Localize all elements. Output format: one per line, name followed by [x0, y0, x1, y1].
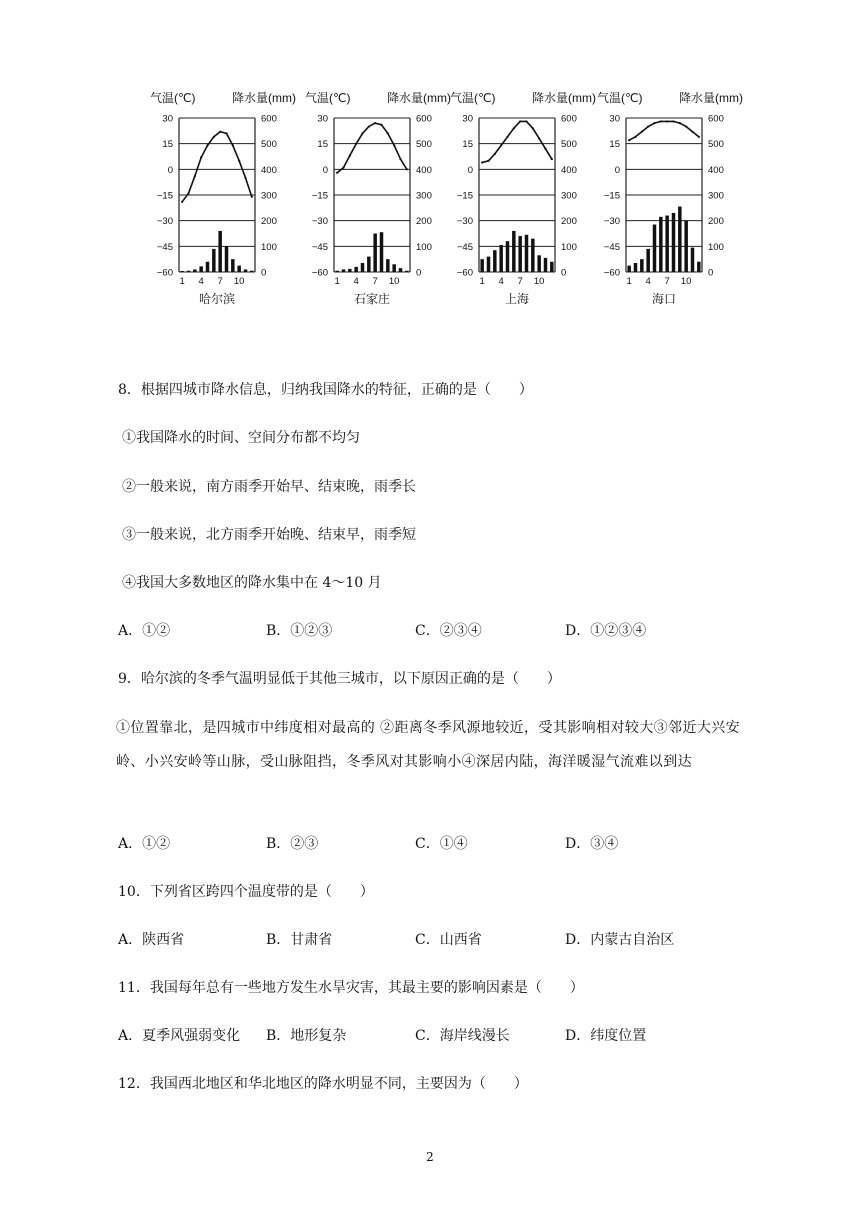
precip-tick-label: 200 — [561, 216, 577, 228]
temperature-point — [647, 125, 649, 127]
precip-bar — [206, 262, 209, 272]
precip-bar — [218, 231, 221, 272]
temperature-point — [641, 131, 643, 133]
month-tick-label: 7 — [217, 276, 223, 287]
precip-tick-label: 300 — [261, 190, 277, 202]
temp-tick-label: 15 — [462, 139, 473, 151]
temperature-point — [406, 168, 408, 170]
temp-tick-label: −45 — [456, 241, 473, 253]
precip-bar — [512, 231, 515, 272]
precip-bar — [518, 236, 521, 272]
temperature-point — [393, 144, 395, 146]
temperature-point — [387, 132, 389, 134]
temperature-point — [225, 132, 227, 134]
month-tick-label: 1 — [179, 276, 185, 287]
precip-axis-label: 降水量(mm) — [532, 91, 596, 105]
temp-tick-label: −15 — [156, 190, 173, 202]
month-tick-label: 4 — [353, 276, 359, 287]
climate-chart-shanghai — [448, 86, 598, 316]
precip-bar — [537, 255, 540, 272]
temperature-point — [500, 144, 502, 146]
temperature-point — [481, 161, 483, 163]
precip-tick-label: 600 — [261, 113, 277, 125]
temp-tick-label: −60 — [311, 267, 328, 279]
month-tick-label: 4 — [498, 276, 504, 287]
temp-axis-label: 气温(℃) — [597, 91, 643, 105]
question-8-item-2: ②一般来说，南方雨季开始早、结束晚，雨季长 — [122, 479, 416, 495]
precip-bar — [640, 259, 643, 272]
precip-bar — [544, 258, 547, 272]
precip-tick-label: 0 — [261, 267, 267, 279]
precip-bar — [231, 259, 234, 272]
precip-tick-label: 100 — [261, 241, 277, 253]
temperature-line — [182, 132, 252, 202]
question-9-option-b[interactable]: B．②③ — [266, 836, 319, 852]
precip-bar — [187, 271, 190, 272]
temp-tick-label: 0 — [167, 164, 173, 176]
temperature-point — [544, 148, 546, 150]
month-tick-label: 10 — [680, 276, 692, 287]
precip-bar — [499, 245, 502, 272]
precip-axis-label: 降水量(mm) — [679, 91, 743, 105]
question-10-option-c[interactable]: C．山西省 — [415, 932, 482, 948]
question-8-item-4: ④我国大多数地区的降水集中在 4～10 月 — [122, 575, 382, 591]
page-number: 2 — [426, 1150, 434, 1164]
precip-tick-label: 400 — [561, 164, 577, 176]
month-tick-label: 1 — [334, 276, 340, 287]
temperature-point — [232, 144, 234, 146]
precip-bar — [506, 241, 509, 272]
temperature-point — [244, 177, 246, 179]
temp-tick-label: 15 — [162, 139, 173, 151]
month-tick-label: 7 — [517, 276, 523, 287]
temperature-point — [538, 137, 540, 139]
precip-tick-label: 0 — [561, 267, 567, 279]
precip-tick-label: 400 — [261, 164, 277, 176]
temp-tick-label: 0 — [467, 164, 473, 176]
precip-bar — [525, 235, 528, 272]
climate-charts-figure — [148, 86, 748, 316]
precip-tick-label: 0 — [416, 267, 422, 279]
precip-tick-label: 500 — [416, 139, 432, 151]
temperature-point — [368, 125, 370, 127]
temperature-point — [336, 172, 338, 174]
precip-bar — [487, 257, 490, 272]
temp-axis-label: 气温(℃) — [150, 91, 196, 105]
temperature-point — [691, 131, 693, 133]
temperature-point — [660, 120, 662, 122]
precip-bar — [550, 262, 553, 272]
temperature-point — [525, 120, 527, 122]
temperature-point — [342, 167, 344, 169]
temperature-point — [251, 196, 253, 198]
precip-bar — [342, 269, 345, 272]
question-12-stem: 12．我国西北地区和华北地区的降水明显不同，主要因为（ ） — [118, 1076, 528, 1092]
month-tick-label: 10 — [388, 276, 400, 287]
precip-bar — [405, 271, 408, 272]
temperature-point — [679, 122, 681, 124]
precip-tick-label: 100 — [416, 241, 432, 253]
temp-tick-label: 15 — [609, 139, 620, 151]
precip-tick-label: 600 — [561, 113, 577, 125]
precip-bar — [665, 216, 668, 272]
temperature-point — [361, 132, 363, 134]
temperature-point — [219, 131, 221, 133]
question-10-option-d[interactable]: D．内蒙古自治区 — [565, 932, 675, 948]
precip-tick-label: 500 — [708, 139, 724, 151]
climate-chart-shijiazhuang — [303, 86, 453, 316]
question-10-option-a[interactable]: A．陕西省 — [118, 932, 185, 948]
temp-tick-label: −60 — [156, 267, 173, 279]
question-10-option-b[interactable]: B．甘肃省 — [266, 932, 333, 948]
temp-tick-label: −15 — [603, 190, 620, 202]
precip-bar — [646, 249, 649, 272]
climate-chart-haikou — [595, 86, 745, 316]
question-8-option-d[interactable]: D．①②③④ — [565, 623, 647, 639]
temperature-point — [494, 153, 496, 155]
precip-bar — [684, 221, 687, 272]
precip-tick-label: 600 — [416, 113, 432, 125]
temperature-point — [551, 158, 553, 160]
question-9-option-c[interactable]: C．①④ — [415, 836, 468, 852]
temperature-point — [349, 155, 351, 157]
question-11-option-d[interactable]: D．纬度位置 — [565, 1028, 647, 1044]
precip-bar — [180, 271, 183, 272]
temp-tick-label: 30 — [162, 113, 173, 125]
question-8-item-1: ①我国降水的时间、空间分布都不均匀 — [122, 430, 360, 446]
temp-tick-label: −30 — [156, 216, 173, 228]
temperature-point — [200, 156, 202, 158]
temp-tick-label: −60 — [456, 267, 473, 279]
precip-bar — [380, 232, 383, 272]
month-tick-label: 1 — [479, 276, 485, 287]
month-tick-label: 1 — [626, 276, 632, 287]
temperature-point — [685, 125, 687, 127]
precip-tick-label: 400 — [708, 164, 724, 176]
precip-tick-label: 200 — [416, 216, 432, 228]
precip-bar — [392, 264, 395, 272]
temperature-point — [399, 158, 401, 160]
temp-tick-label: −45 — [603, 241, 620, 253]
precip-bar — [348, 269, 351, 272]
city-name-harbin: 哈尔滨 — [198, 292, 236, 306]
temp-tick-label: −45 — [156, 241, 173, 253]
temp-tick-label: 15 — [317, 139, 328, 151]
precip-bar — [386, 259, 389, 272]
precip-bar — [373, 234, 376, 273]
precip-bar — [244, 269, 247, 272]
temperature-point — [672, 120, 674, 122]
temperature-point — [634, 136, 636, 138]
question-8-option-b[interactable]: B．①②③ — [266, 623, 333, 639]
temperature-point — [194, 175, 196, 177]
precip-bar — [335, 271, 338, 272]
temperature-line — [629, 121, 699, 140]
temp-tick-label: −15 — [311, 190, 328, 202]
temperature-point — [487, 160, 489, 162]
temperature-point — [666, 120, 668, 122]
precip-bar — [653, 225, 656, 272]
precip-tick-label: 400 — [416, 164, 432, 176]
precip-tick-label: 500 — [561, 139, 577, 151]
precip-tick-label: 600 — [708, 113, 724, 125]
question-10-stem: 10．下列省区跨四个温度带的是（ ） — [118, 884, 374, 900]
precip-bar — [237, 266, 240, 272]
question-11-stem: 11．我国每年总有一些地方发生水旱灾害，其最主要的影响因素是（ ） — [118, 980, 584, 996]
question-9-reasons: ①位置靠北，是四城市中纬度相对最高的 ②距离冬季风源地较近，受其影响相对较大③邻近大兴安岭、小兴安岭等山脉，受山脉阻挡，冬季风对其影响小④深居内陆，海洋暖湿气流难以到达 — [116, 720, 741, 770]
question-9-option-d[interactable]: D．③④ — [565, 836, 619, 852]
temp-axis-label: 气温(℃) — [450, 91, 496, 105]
precip-bar — [250, 271, 253, 272]
question-11-option-a[interactable]: A．夏季风强弱变化 — [118, 1028, 241, 1044]
month-tick-label: 7 — [372, 276, 378, 287]
precip-axis-label: 降水量(mm) — [232, 91, 296, 105]
temperature-line — [337, 123, 407, 173]
precip-bar — [691, 248, 694, 272]
temp-tick-label: 30 — [462, 113, 473, 125]
precip-bar — [399, 268, 402, 272]
temperature-point — [698, 136, 700, 138]
question-8-stem: 8．根据四城市降水信息，归纳我国降水的特征，正确的是（ ） — [118, 382, 533, 398]
precip-tick-label: 200 — [708, 216, 724, 228]
temperature-point — [519, 120, 521, 122]
month-tick-label: 4 — [198, 276, 204, 287]
precip-bar — [531, 239, 534, 272]
precip-tick-label: 300 — [416, 190, 432, 202]
temperature-point — [513, 127, 515, 129]
precip-bar — [480, 259, 483, 272]
climate-chart-harbin — [148, 86, 298, 316]
precip-tick-label: 0 — [708, 267, 714, 279]
temperature-point — [355, 143, 357, 145]
temperature-point — [238, 160, 240, 162]
temperature-point — [206, 144, 208, 146]
city-name-shanghai: 上海 — [504, 292, 530, 306]
question-8-item-3: ③一般来说，北方雨季开始晚、结束早，雨季短 — [122, 527, 416, 543]
precip-tick-label: 100 — [561, 241, 577, 253]
question-8-option-a[interactable]: A．①② — [118, 623, 171, 639]
temperature-point — [213, 136, 215, 138]
precip-bar — [493, 250, 496, 272]
temperature-point — [374, 122, 376, 124]
month-tick-label: 10 — [233, 276, 245, 287]
temperature-point — [628, 139, 630, 141]
month-tick-label: 4 — [645, 276, 651, 287]
temperature-point — [181, 201, 183, 203]
month-tick-label: 10 — [533, 276, 545, 287]
temperature-point — [506, 136, 508, 138]
precip-bar — [672, 213, 675, 272]
temp-axis-label: 气温(℃) — [305, 91, 351, 105]
temp-tick-label: 30 — [609, 113, 620, 125]
city-name-shijiazhuang: 石家庄 — [353, 292, 391, 306]
question-9-option-a[interactable]: A．①② — [118, 836, 171, 852]
temp-tick-label: −60 — [603, 267, 620, 279]
temperature-point — [653, 122, 655, 124]
temperature-point — [187, 192, 189, 194]
precip-bar — [697, 262, 700, 272]
precip-bar — [193, 269, 196, 272]
temp-tick-label: −30 — [311, 216, 328, 228]
precip-bar — [367, 257, 370, 272]
precip-bar — [659, 217, 662, 272]
temp-tick-label: −30 — [603, 216, 620, 228]
precip-tick-label: 200 — [261, 216, 277, 228]
temperature-line — [482, 121, 552, 162]
question-9-stem: 9．哈尔滨的冬季气温明显低于其他三城市，以下原因正确的是（ ） — [118, 671, 561, 687]
precip-bar — [225, 246, 228, 272]
temp-tick-label: 0 — [322, 164, 328, 176]
precip-bar — [199, 266, 202, 272]
question-8-option-c[interactable]: C．②③④ — [415, 623, 482, 639]
precip-bar — [361, 263, 364, 272]
precip-tick-label: 300 — [561, 190, 577, 202]
precip-bar — [354, 267, 357, 272]
temp-tick-label: −30 — [456, 216, 473, 228]
precip-bar — [627, 266, 630, 272]
temp-tick-label: −15 — [456, 190, 473, 202]
month-tick-label: 7 — [664, 276, 670, 287]
precip-bar — [212, 249, 215, 272]
city-name-haikou: 海口 — [651, 292, 677, 306]
question-11-option-b[interactable]: B．地形复杂 — [266, 1028, 347, 1044]
temp-tick-label: 30 — [317, 113, 328, 125]
temperature-point — [532, 127, 534, 129]
precip-axis-label: 降水量(mm) — [387, 91, 451, 105]
temp-tick-label: −45 — [311, 241, 328, 253]
precip-tick-label: 500 — [261, 139, 277, 151]
precip-tick-label: 100 — [708, 241, 724, 253]
precip-tick-label: 300 — [708, 190, 724, 202]
precip-bar — [678, 207, 681, 272]
temp-tick-label: 0 — [614, 164, 620, 176]
precip-bar — [634, 263, 637, 272]
question-11-option-c[interactable]: C．海岸线漫长 — [415, 1028, 510, 1044]
temperature-point — [380, 124, 382, 126]
